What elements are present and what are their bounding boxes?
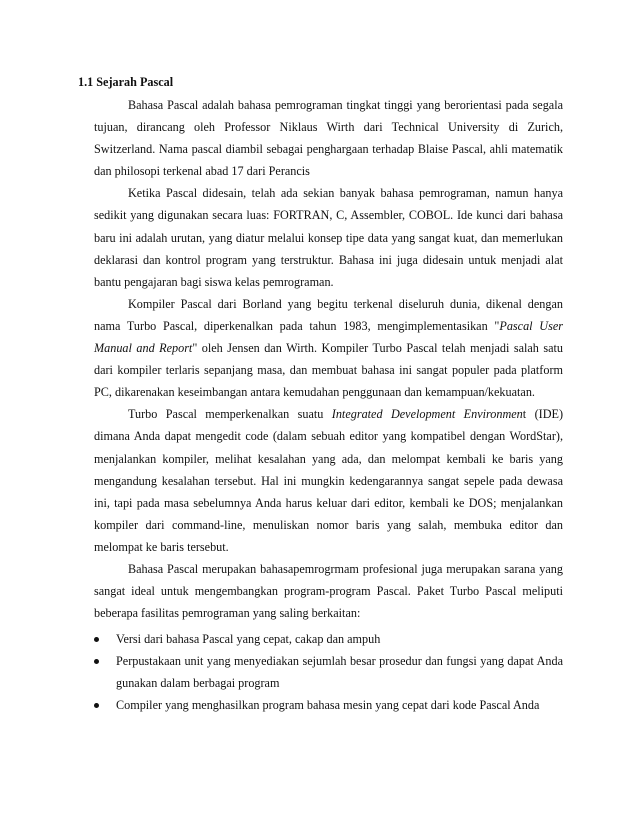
paragraph-3-text-before: Kompiler Pascal dari Borland yang begitu terkenal diseluruh dunia, dikenal dengan nama Turbo Pascal, diperkenalkan pada tahun 1983, mengimplementasikan " (94, 296, 563, 333)
paragraph-1 (94, 94, 563, 182)
paragraph-4 (94, 403, 563, 558)
section-heading: 1.1 Sejarah Pascal (78, 75, 174, 89)
bullet-icon (94, 703, 99, 708)
paragraph-4-text-after: t (IDE) dimana Anda dapat mengedit code (dalam sebuah editor yang kompatibel dengan WordStar), menjalankan kompiler, melihat kesalahan yang ada, dan melompat kembali ke baris yang mengandung kesalahan tersebut. Hal ini mungkin kedengarannya sangat sepele pada dewasa ini, tapi pada masa sebelumnya Anda harus keluar dari editor, kembali ke DOS; menjalankan kompiler dari command-line, menuliskan nomor baris yang salah, membuka editor dan melompat ke baris tersebut. (94, 407, 563, 554)
paragraph-3 (94, 293, 563, 403)
list-item-text: Compiler yang menghasilkan program bahasa mesin yang cepat dari kode Pascal Anda (116, 698, 540, 713)
list-item-text: Versi dari bahasa Pascal yang cepat, cakap dan ampuh (116, 632, 381, 646)
paragraph-3-text-after: " oleh Jensen dan Wirth. Kompiler Turbo Pascal telah menjadi salah satu dari kompiler terlaris sepanjang masa, dan membuat bahasa ini sangat populer pada platform PC, dikarenakan keseimbangan antara kemudahan penggunaan dan kemampuan/kekuatan. (94, 341, 563, 400)
document-body (94, 94, 563, 624)
list-item-text: Perpustakaan unit yang menyediakan sejumlah besar prosedur dan fungsi yang dapat Anda gunakan dalam berbagai program (116, 654, 563, 691)
list-item (94, 628, 563, 650)
list-item (94, 694, 563, 716)
list-item (94, 650, 563, 694)
bullet-icon (94, 659, 99, 664)
paragraph-4-text-before: Turbo Pascal memperkenalkan suatu (128, 407, 332, 422)
paragraph-3-italic-title: Pascal User Manual and Report (94, 318, 563, 356)
bullet-icon (94, 637, 99, 642)
paragraph-5 (94, 558, 563, 624)
paragraph-4-italic-term: Integrated Development Environmen (331, 407, 523, 422)
paragraph-5-text: Bahasa Pascal merupakan bahasapemrogrmam profesional juga merupakan sarana yang sangat ideal untuk mengembangkan program-program Pascal. Paket Turbo Pascal meliputi beberapa fasilitas pemrograman yang saling berkaitan: (94, 561, 563, 621)
feature-list (94, 628, 563, 716)
paragraph-2 (94, 182, 563, 292)
paragraph-2-text: Ketika Pascal didesain, telah ada sekian banyak bahasa pemrograman, namun hanya sedikit yang digunakan secara luas: FORTRAN, C, Assembler, COBOL. Ide kunci dari bahasa baru ini adalah urutan, yang diatur melalui konsep tipe data yang sangat kuat, dan memerlukan deklarasi dan kontrol program yang terstruktur. Bahasa ini juga didesain untuk menjadi alat bantu pengajaran bagi siswa kelas pemrograman. (94, 186, 563, 289)
paragraph-1-text: Bahasa Pascal adalah bahasa pemrograman tingkat tinggi yang berorientasi pada segala tujuan, dirancang oleh Professor Niklaus Wirth dari Technical University di Zurich, Switzerland. Nama pascal diambil sebagai penghargaan terhadap Blaise Pascal, ahli matematik dan philosopi terkenal abad 17 dari Perancis (94, 98, 563, 179)
